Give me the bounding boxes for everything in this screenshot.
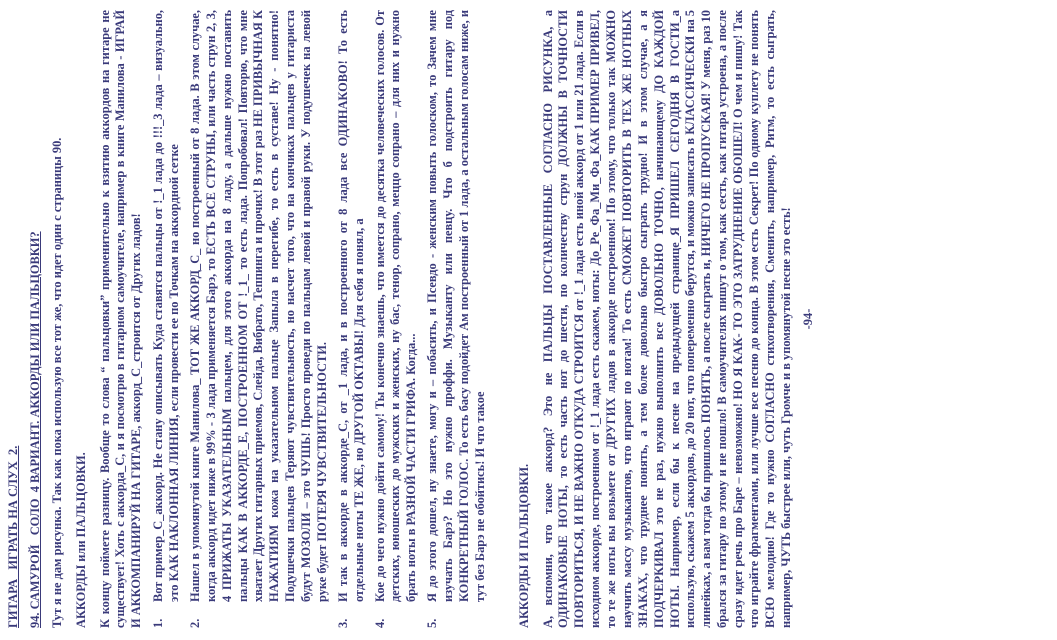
list-item-number: 1. xyxy=(151,618,166,628)
list-item xyxy=(188,10,331,628)
numbered-list xyxy=(151,10,489,628)
section-title-2: АККОРДЫ И ПАЛЬЦОВКИ. xyxy=(516,463,531,628)
list-item xyxy=(425,10,489,628)
list-item xyxy=(151,10,183,628)
list-item-number: 5. xyxy=(425,618,440,628)
list-item-number: 4. xyxy=(372,618,387,628)
header-line-1: ГИТАРА_ ИГРАТЬ НА СЛУХ_2. xyxy=(6,445,20,628)
list-item-text: Кое до чего нужно дойти самому! Ты конечно знаешь, что имеется до десятка человеческих голосов. От детских, юношеских до мужских и женских, ну бас, тенор, сопрано, меццо сопрано – для них и нужно брать ноты в РАЗНОЙ ЧАСТИ ГРИФА. Когда... xyxy=(372,10,419,602)
list-item-text: Нашел в упомянутой книге Манилова_ ТОТ ЖЕ АККОРД_С_ но построенный от 8 лада. В этом случае, когда аккорд идет ниже в 99% - 3 лада применяется Барэ, то ЕСТЬ ВСЕ СТРУНЫ, или часть струн 2, 3, 4 ПРИЖАТЫ УКАЗАТЕЛЬНЫМ пальцем, для этого аккорда на 8 ладу, а дальше нужно поставить пальцы КАК В АККОРДЕ_Е, ПОСТРОЕННОМ ОТ !_1_ то есть лада. Попробовал! Повторю, что мне хватает Других гитарных приемов, Слейда, Вибрато, Теппинга и прочих! В этот раз НЕ ПРИВЫЧНАЯ К НАЖАТИЯМ кожа на указательном пальце Запыла в перегибе, то есть в суставе! Ну - понятно! Подушечки пальцев Теряют чувствительность, но насчет того, что на кончиках пальцев у гитариста будут МОЗОЛИ – это ЧУШЬ! Просто проведи по пальцам левой и правой руки. У подушечек на левой руке будет ПОТЕРЯ ЧУВСТВИТЕЛЬНОСТИ. xyxy=(187,10,329,602)
page-number: -94- xyxy=(800,308,815,330)
list-item-text: И так в аккорде в аккорде_С, от _1 лада, и в построенного от 8 лада все ОДИНАКОВО! То есть отдельные ноты ТЕ ЖЕ, но ДРУГОЙ ОКТАВЫ! Для себя я понял, а xyxy=(335,10,366,602)
list-item-text: Вот пример_С_аккорд. Не стану описывать Куда ставятся пальцы от !_1 лада до !!!_3 лада – визуально, это КАК НАКЛОННАЯ ЛИНИЯ, если провести ее по Точкам на аккордной сетке xyxy=(151,10,181,602)
list-item xyxy=(373,10,421,628)
paragraph-2: А, вспомни, что такое аккорд? Это не ПАЛЬЦЫ ПОСТАВЛЕННЫЕ СОГЛАСНО РИСУНКА, а ОДИНАКОВЫЕ НОТЫ, то есть часть нот до шести, по количеству струн ДОЛЖНЫ В ТОЧНОСТИ ПОВТОРИТЬСЯ, И НЕ ВАЖНО ОТКУДА СТРОИТСЯ от !_1 лада есть иной аккорд от 1 или 21 лада. Если в исходном аккорде, построенном от !_1 лада есть скажем, ноты: До_Ре_Фа_Ми_Фа_КАК ПРИМЕР ПРИВЕЛ, то те же ноты вы возьмете от ДРУГИХ ладов в аккорде построенном! По этому, что только так МОЖНО научить массу музыкантов, что играют по нотам! То есть СМОЖЕТ ПОВТОРИТЬ В ТЕХ ЖЕ НОТНЫХ ЗНАКАХ, что труднее понять, а тем более довольно быстро сыграть трудно! И в этом случае, а я ПОДЧЕРКИВАЛ это не раз, нужно выполнить все ДОВОЛЬНО ТОЧНО, начинающему ДО КАЖДОЙ НОТЫ. Например, если бы к песне на предыдущей странице_Я ПРИШЕЛ СЕГОДНЯ В ГОСТИ_а использую, скажем 5 аккордов, до 20 нот, что попеременно берутся, и можно записать в КЛАССИЧЕСКИ на 5 линейках, а вам тогда бы пришлось ПОНЯТЬ, а после сыграть и, НИЧЕГО НЕ ПРОПУСКАЯ! У меня, раз 10 брался за гитару по этому и не пошло! В самоучителях пишут о том, как сесть, как гитара устроена, а после сразу идет речь про Баре – невозможно! НО Я КАК- ТО ЭТО ЗАТРУДНЕНИЕ ОБОШЕЛ! О чем и пишу! Так что играйте фрагментами, или лучше все песню до конца. В этом есть Секрет! По одному куплету не понять ВСЮ мелодию! Где то нужно СОГЛАСНО стихотворения, Сменить, например, Ритм, то есть сыграть, например, ЧУТЬ быстрее или, чуть Громче и в упомянутой песне это есть! xyxy=(540,10,793,628)
intro-paragraph: Тут я не дам рисунка. Так как пока использую все тот же, что идет один с страницы 90. xyxy=(49,137,64,628)
paragraph-1: К концу поймете разницу. Вообще то слова “ пальцовки” применительно к взятию аккордов на гитаре не существует! Хоть с аккорда_С, и я посмотрю в гитарном самоучителе, например в книге Манилова - ИГРАЙ И АККОМПАНИРУЙ НА ГИТАРЕ, аккорд_С_строится от Других ладов! xyxy=(97,10,144,628)
list-item-number: 3. xyxy=(335,618,350,628)
list-item xyxy=(336,10,368,628)
header-line-2: 94. САМУРОЙ_ СОЛО_4 ВАРИАНТ. АККОРДЫ ИЛИ ПАЛЬЦОВКИ? xyxy=(27,231,42,628)
section-title-1: АККОРДЫ или ПАЛЬЦОВКИ. xyxy=(73,452,88,628)
list-item-number: 2. xyxy=(187,618,202,628)
spacer xyxy=(495,10,509,628)
list-item-text: Я до этого дошел, ну знаете, могу и – побасить, и Псевдо - женским повыть голоском, то Зачем мне изучать Барэ? Но это нужно проффи. Музыканту или певцу. Что б подстроить гитару под КОНКРЕТНЫЙ ГОЛОС. То есть басу подойдет Ам построенный от 1 лада, а остальным голосам ниже, и тут без Барэ не обойтись! И что такое xyxy=(425,10,487,602)
